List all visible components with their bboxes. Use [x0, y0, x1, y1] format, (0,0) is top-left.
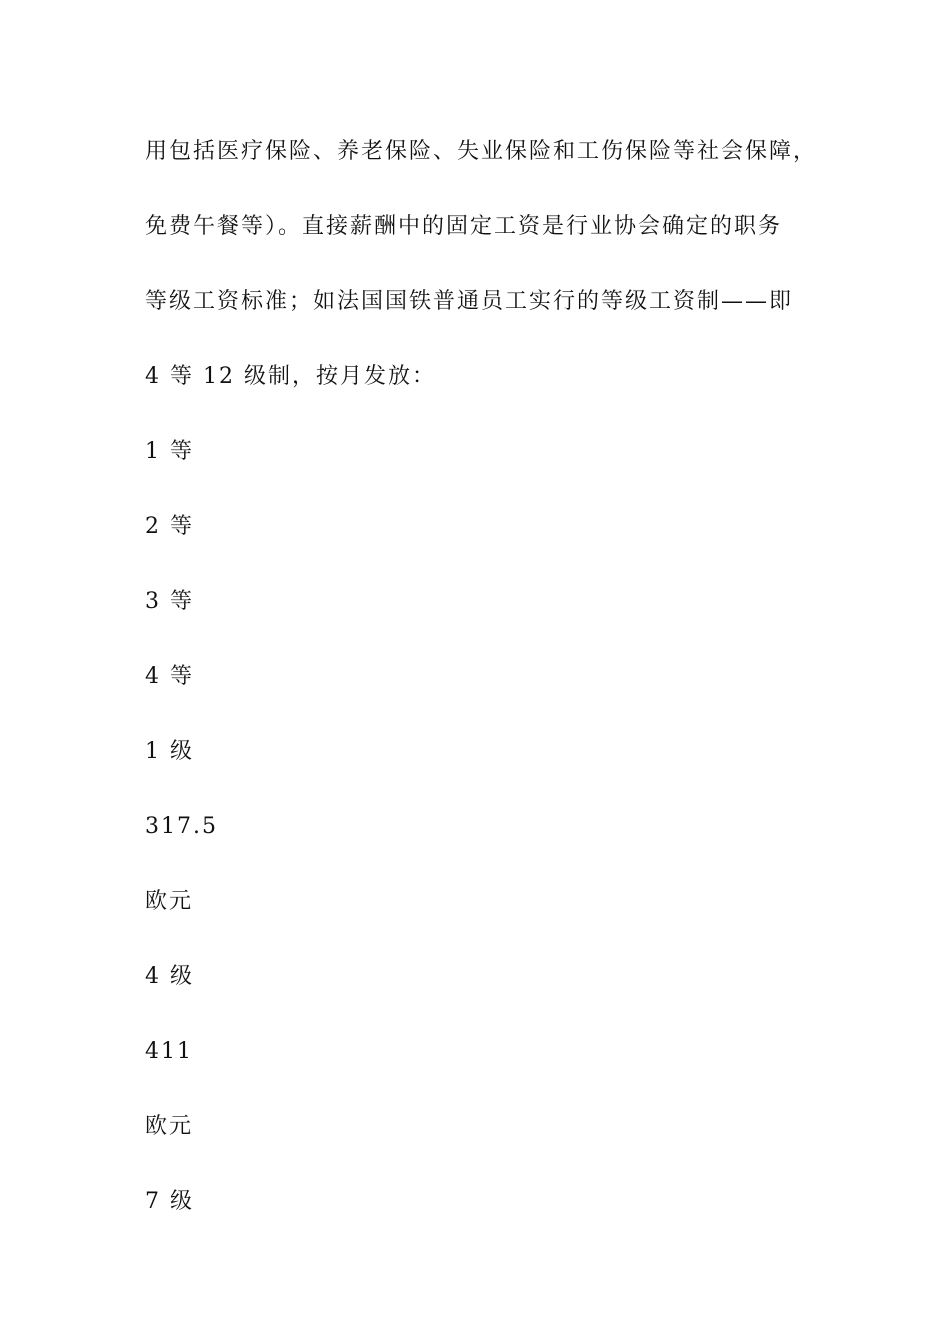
- level-1-amount: 317.5: [145, 814, 218, 839]
- paragraph-line-3: 等级工资标准；如法国国铁普通员工实行的等级工资制——即: [145, 289, 794, 314]
- paragraph-line-2: 免费午餐等）。直接薪酬中的固定工资是行业协会确定的职务: [145, 214, 783, 239]
- level-4-amount: 411: [145, 1039, 193, 1064]
- grade-1-label: 1 等: [145, 439, 194, 464]
- grade-4-label: 4 等: [145, 664, 194, 689]
- grade-2-label: 2 等: [145, 514, 194, 539]
- level-4-currency: 欧元: [145, 1114, 194, 1139]
- level-1-label: 1 级: [145, 739, 194, 764]
- grade-3-label: 3 等: [145, 589, 194, 614]
- document-body: [145, 130, 835, 1255]
- level-7-label: 7 级: [145, 1189, 194, 1214]
- level-1-currency: 欧元: [145, 889, 194, 914]
- paragraph-line-4: 4 等 12 级制，按月发放：: [145, 364, 436, 389]
- level-4-label: 4 级: [145, 964, 194, 989]
- paragraph-line-1: 用包括医疗保险、养老保险、失业保险和工伤保险等社会保障，: [145, 139, 818, 164]
